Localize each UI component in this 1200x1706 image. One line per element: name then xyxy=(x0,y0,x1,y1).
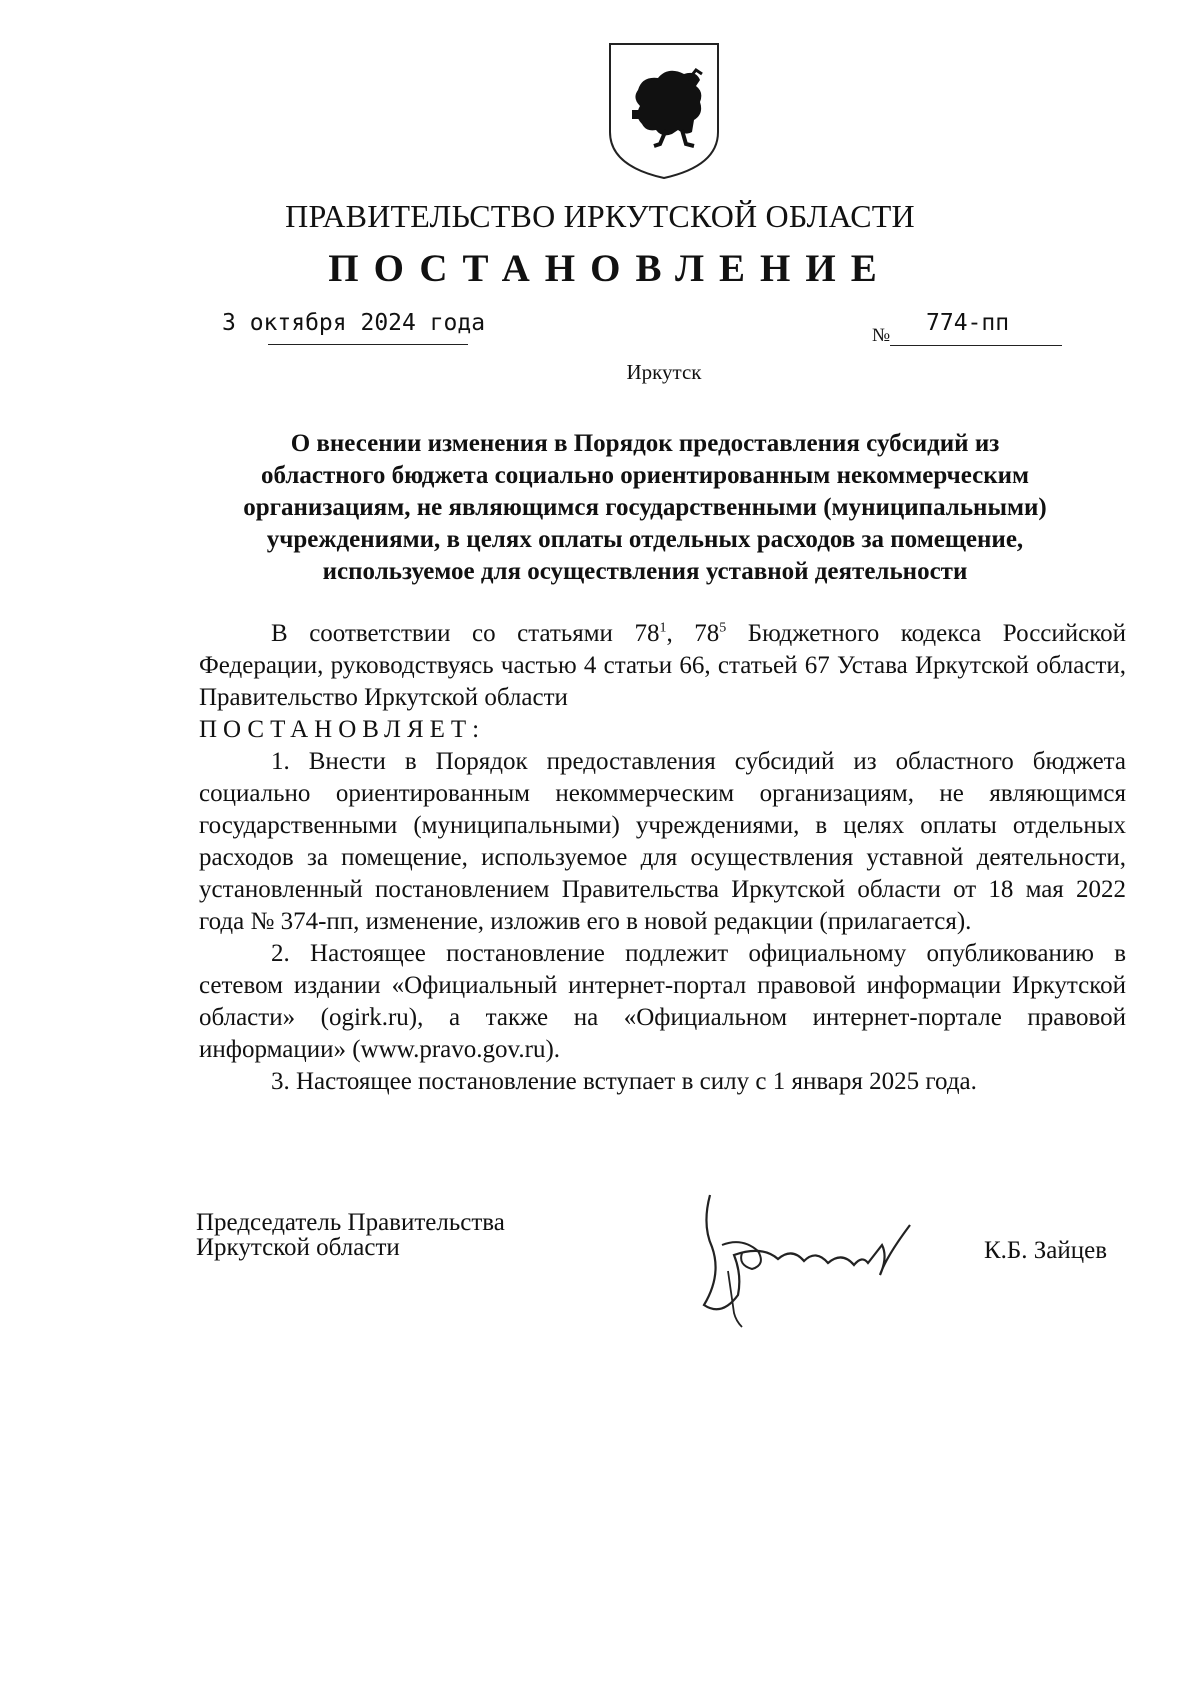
item-paragraph-3: 3. Настоящее постановление вступает в силу с 1 января 2025 года. xyxy=(271,1068,977,1095)
title-line: учреждениями, в целях оплаты отдельных расходов за помещение, xyxy=(266,526,1024,553)
number-sign: № xyxy=(872,325,891,346)
document-title xyxy=(200,428,1090,588)
signatory-role-line: Председатель Правительства xyxy=(196,1209,505,1236)
signatory-name: К.Б. Зайцев xyxy=(984,1237,1108,1264)
superscript-1: 1 xyxy=(659,620,667,636)
document-type: ПОСТАНОВЛЕНИЕ xyxy=(328,247,892,290)
superscript-5: 5 xyxy=(719,620,727,636)
preamble-paragraph xyxy=(199,618,1126,714)
signatory-role-line: Иркутской области xyxy=(196,1234,400,1261)
signature-image xyxy=(682,1185,932,1335)
signatory-role xyxy=(196,1210,505,1260)
number-underline xyxy=(890,345,1062,346)
city: Иркутск xyxy=(626,360,702,384)
title-line: используемое для осуществления уставной деятельности xyxy=(322,558,968,585)
document-number: 774-пп xyxy=(926,310,1010,336)
item-paragraph-1: 1. Внести в Порядок предоставления субсидий из областного бюджета социально ориентированным некоммерческим организациям, не являющимся государственными (муниципальными) учреждениями, в целях оплаты отдельных расходов за помещение, используемое для осуществления уставной деятельности, установленный постановлением Правительства Иркутской области от 18 мая 2022 года № 374-пп, изменение, изложив его в новой редакции (прилагается). xyxy=(199,748,1126,935)
title-line: областного бюджета социально ориентированным некоммерческим xyxy=(260,462,1030,489)
preamble-text-3: Бюджетного кодекса Российской Федерации, руководствуясь частью 4 статьи 66, статьей 67 Устава Иркутской области, Правительство Иркутской области xyxy=(199,620,1126,711)
document-body xyxy=(199,618,1126,1098)
item-paragraph-2: 2. Настоящее постановление подлежит официальному опубликованию в сетевом издании «Официальный интернет-портал правовой информации Иркутской области» (ogirk.ru), а также на «Официальном интернет-портале правовой информации» (www.pravo.gov.ru). xyxy=(199,940,1126,1063)
preamble-text-2: , 78 xyxy=(666,620,720,647)
date-underline xyxy=(268,344,468,345)
coat-of-arms-icon xyxy=(606,40,722,182)
document-date: 3 октября 2024 года xyxy=(222,310,486,336)
government-name: ПРАВИТЕЛЬСТВО ИРКУТСКОЙ ОБЛАСТИ xyxy=(285,198,915,234)
decree-word: ПОСТАНОВЛЯЕТ: xyxy=(199,716,486,743)
title-line: организациям, не являющимся государственными (муниципальными) xyxy=(243,494,1047,521)
preamble-text-1: В соответствии со статьями 78 xyxy=(271,620,660,647)
title-line: О внесении изменения в Порядок предоставления субсидий из xyxy=(290,430,1000,457)
